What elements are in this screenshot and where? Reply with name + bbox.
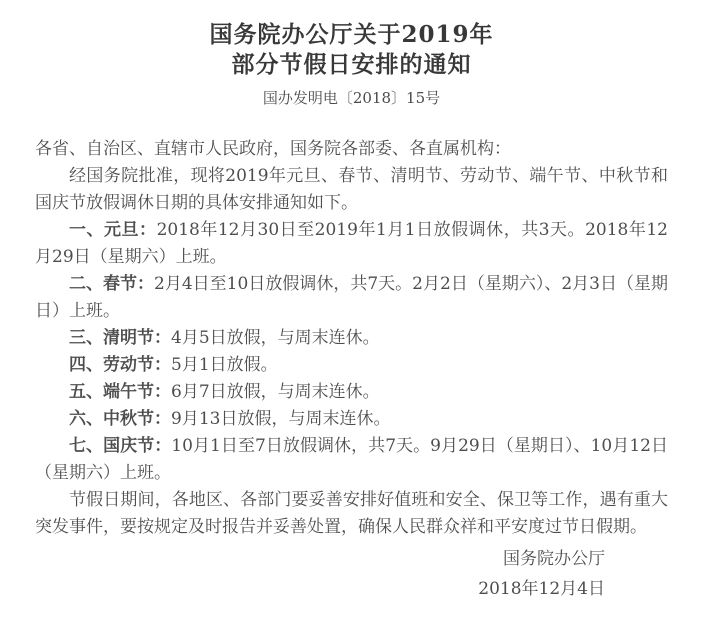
holiday-item	[35, 352, 668, 379]
holiday-item-text: 10月1日至7日放假调休，共7天。9月29日（星期日）、10月12日（星期六）上班。	[35, 436, 668, 483]
closing-paragraph: 节假日期间，各地区、各部门要妥善安排好值班和安全、保卫等工作，遇有重大突发事件，要按规定及时报告并妥善处置，确保人民群众祥和平安度过节日假期。	[35, 490, 668, 537]
holiday-item-label: 五、端午节：	[69, 382, 171, 402]
holiday-item-label: 七、国庆节：	[69, 436, 172, 456]
page-title-line1: 国务院办公厅关于2019年	[209, 21, 494, 48]
holiday-item-label: 四、劳动节：	[69, 355, 171, 375]
holiday-item-label: 三、清明节：	[69, 328, 171, 348]
doc-number: 国办发明电〔2018〕15号	[262, 89, 441, 107]
signature-block	[35, 544, 668, 604]
signature-name: 国务院办公厅	[503, 549, 605, 569]
holiday-item	[35, 271, 668, 325]
holiday-item-text: 6月7日放假，与周末连休。	[171, 382, 380, 402]
holiday-item-text: 5月1日放假。	[171, 355, 278, 375]
holiday-item-text: 2月4日至10日放假调休，共7天。2月2日（星期六）、2月3日（星期日）上班。	[35, 274, 669, 321]
holiday-item-label: 一、元旦：	[69, 220, 157, 240]
page-title	[35, 20, 668, 80]
salutation: 各省、自治区、直辖市人民政府，国务院各部委、各直属机构：	[35, 139, 511, 159]
intro-paragraph: 经国务院批准，现将2019年元旦、春节、清明节、劳动节、端午节、中秋节和国庆节放假调休日期的具体安排通知如下。	[35, 166, 668, 213]
notice-body	[35, 136, 668, 541]
holiday-item-text: 2018年12月30日至2019年1月1日放假调休，共3天。2018年12月29日（星期六）上班。	[35, 220, 668, 267]
holiday-item-label: 二、春节：	[69, 274, 155, 294]
holiday-item	[35, 433, 668, 487]
holiday-items	[35, 217, 668, 487]
holiday-item	[35, 325, 668, 352]
holiday-item-text: 9月13日放假，与周末连休。	[171, 409, 391, 429]
holiday-item-label: 六、中秋节：	[69, 409, 171, 429]
holiday-item	[35, 217, 668, 271]
holiday-item-text: 4月5日放假，与周末连休。	[171, 328, 380, 348]
holiday-item	[35, 379, 668, 406]
signature-date: 2018年12月4日	[478, 579, 605, 599]
holiday-item	[35, 406, 668, 433]
page-title-line2: 部分节假日安排的通知	[231, 51, 472, 78]
